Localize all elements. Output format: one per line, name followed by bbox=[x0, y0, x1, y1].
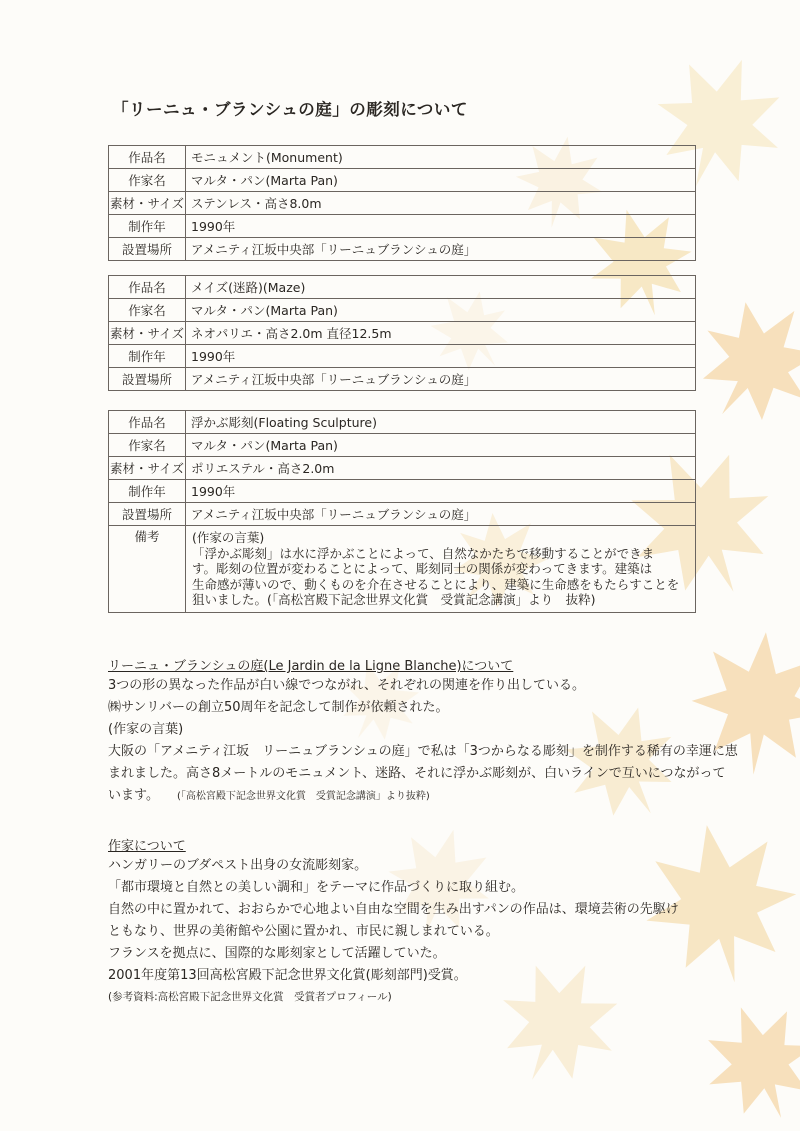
remark-line: (作家の言葉) bbox=[192, 530, 265, 545]
table-row bbox=[109, 503, 696, 526]
field-value: ポリエステル・高さ2.0m bbox=[186, 457, 696, 480]
artist-section bbox=[108, 835, 728, 1007]
field-label: 制作年 bbox=[109, 215, 186, 238]
field-value: マルタ・パン(Marta Pan) bbox=[186, 434, 696, 457]
artist-heading: 作家について bbox=[108, 839, 186, 854]
table-row bbox=[109, 411, 696, 434]
remark-label: 備考 bbox=[109, 526, 186, 613]
table-row bbox=[109, 368, 696, 391]
field-value: モニュメント(Monument) bbox=[186, 146, 696, 169]
remark-text bbox=[186, 526, 696, 613]
table-row-remark bbox=[109, 526, 696, 613]
document-title: 「リーニュ・ブランシュの庭」の彫刻について bbox=[112, 100, 468, 119]
work-table-monument bbox=[108, 145, 696, 261]
field-label: 作品名 bbox=[109, 146, 186, 169]
field-label: 設置場所 bbox=[109, 238, 186, 261]
garden-section bbox=[108, 655, 738, 807]
field-value: アメニティ江坂中央部「リーニュブランシュの庭」 bbox=[186, 503, 696, 526]
field-value: 1990年 bbox=[186, 345, 696, 368]
paragraph-line: 「都市環境と自然との美しい調和」をテーマに作品づくりに取り組む。 bbox=[108, 880, 525, 895]
garden-heading: リーニュ・ブランシュの庭(Le Jardin de la Ligne Blanche)について bbox=[108, 659, 514, 674]
remark-line: す。彫刻の位置が変わることによって、彫刻同士の関係が変わってきます。建築は bbox=[192, 561, 653, 576]
paragraph-line: フランスを拠点に、国際的な彫刻家として活躍していた。 bbox=[108, 946, 446, 961]
paragraph-line: 大阪の「アメニティ江坂 リーニュブランシュの庭」で私は「3つからなる彫刻」を制作する稀有の幸運に恵 bbox=[108, 744, 738, 759]
field-value: マルタ・パン(Marta Pan) bbox=[186, 299, 696, 322]
paragraph-line: まれました。高さ8メートルのモニュメント、迷路、それに浮かぶ彫刻が、白いラインで互いにつながって bbox=[108, 766, 726, 781]
table-row bbox=[109, 299, 696, 322]
field-label: 制作年 bbox=[109, 480, 186, 503]
remark-line: 「浮かぶ彫刻」は水に浮かぶことによって、自然なかたちで移動することができま bbox=[192, 545, 655, 561]
field-label: 制作年 bbox=[109, 345, 186, 368]
table-row bbox=[109, 434, 696, 457]
field-value: 1990年 bbox=[186, 480, 696, 503]
field-value: メイズ(迷路)(Maze) bbox=[186, 276, 696, 299]
reference-note: (参考資料:高松宮殿下記念世界文化賞 受賞者プロフィール) bbox=[108, 991, 392, 1003]
source-note: (「高松宮殿下記念世界文化賞 受賞記念講演」より抜粋) bbox=[176, 791, 430, 802]
table-row bbox=[109, 192, 696, 215]
table-row bbox=[109, 480, 696, 503]
table-row bbox=[109, 457, 696, 480]
field-value: アメニティ江坂中央部「リーニュブランシュの庭」 bbox=[186, 238, 696, 261]
field-label: 作家名 bbox=[109, 434, 186, 457]
paragraph-text: います。 bbox=[108, 788, 159, 803]
field-value: アメニティ江坂中央部「リーニュブランシュの庭」 bbox=[186, 368, 696, 391]
field-value: ネオパリエ・高さ2.0m 直径12.5m bbox=[186, 322, 696, 345]
field-label: 作家名 bbox=[109, 169, 186, 192]
field-value: 浮かぶ彫刻(Floating Sculpture) bbox=[186, 411, 696, 434]
table-row bbox=[109, 322, 696, 345]
paragraph-line: ハンガリーのブダペスト出身の女流彫刻家。 bbox=[108, 858, 368, 873]
paragraph-line bbox=[108, 785, 728, 807]
field-label: 素材・サイズ bbox=[109, 322, 186, 345]
field-value: マルタ・パン(Marta Pan) bbox=[186, 169, 696, 192]
paragraph-line: 2001年度第13回高松宮殿下記念世界文化賞(彫刻部門)受賞。 bbox=[108, 968, 467, 983]
field-label: 作品名 bbox=[109, 411, 186, 434]
table-row bbox=[109, 276, 696, 299]
table-row bbox=[109, 345, 696, 368]
remark-line: 狙いました。(「高松宮殿下記念世界文化賞 受賞記念講演」より 抜粋) bbox=[192, 592, 596, 607]
field-label: 設置場所 bbox=[109, 368, 186, 391]
table-row bbox=[109, 215, 696, 238]
work-table-floating-sculpture bbox=[108, 410, 696, 613]
paragraph-line: ともなり、世界の美術館や公園に置かれ、市民に親しまれている。 bbox=[108, 924, 499, 939]
paragraph-line: ㈱サンリバーの創立50周年を記念して制作が依頼された。 bbox=[108, 700, 449, 715]
field-label: 作家名 bbox=[109, 299, 186, 322]
field-label: 素材・サイズ bbox=[109, 192, 186, 215]
field-label: 設置場所 bbox=[109, 503, 186, 526]
paragraph-line: (作家の言葉) bbox=[108, 722, 184, 737]
table-row bbox=[109, 169, 696, 192]
remark-line: 生命感が薄いので、動くものを介在させることにより、建築に生命感をもたらすことを bbox=[192, 576, 680, 592]
table-row bbox=[109, 146, 696, 169]
table-row bbox=[109, 238, 696, 261]
work-table-maze bbox=[108, 275, 696, 391]
paragraph-line: 自然の中に置かれて、おおらかで心地よい自由な空間を生み出すパンの作品は、環境芸術の先駆け bbox=[108, 902, 679, 917]
field-value: ステンレス・高さ8.0m bbox=[186, 192, 696, 215]
field-label: 素材・サイズ bbox=[109, 457, 186, 480]
field-value: 1990年 bbox=[186, 215, 696, 238]
field-label: 作品名 bbox=[109, 276, 186, 299]
paragraph-line: 3つの形の異なった作品が白い線でつながれ、それぞれの関連を作り出している。 bbox=[108, 678, 586, 693]
